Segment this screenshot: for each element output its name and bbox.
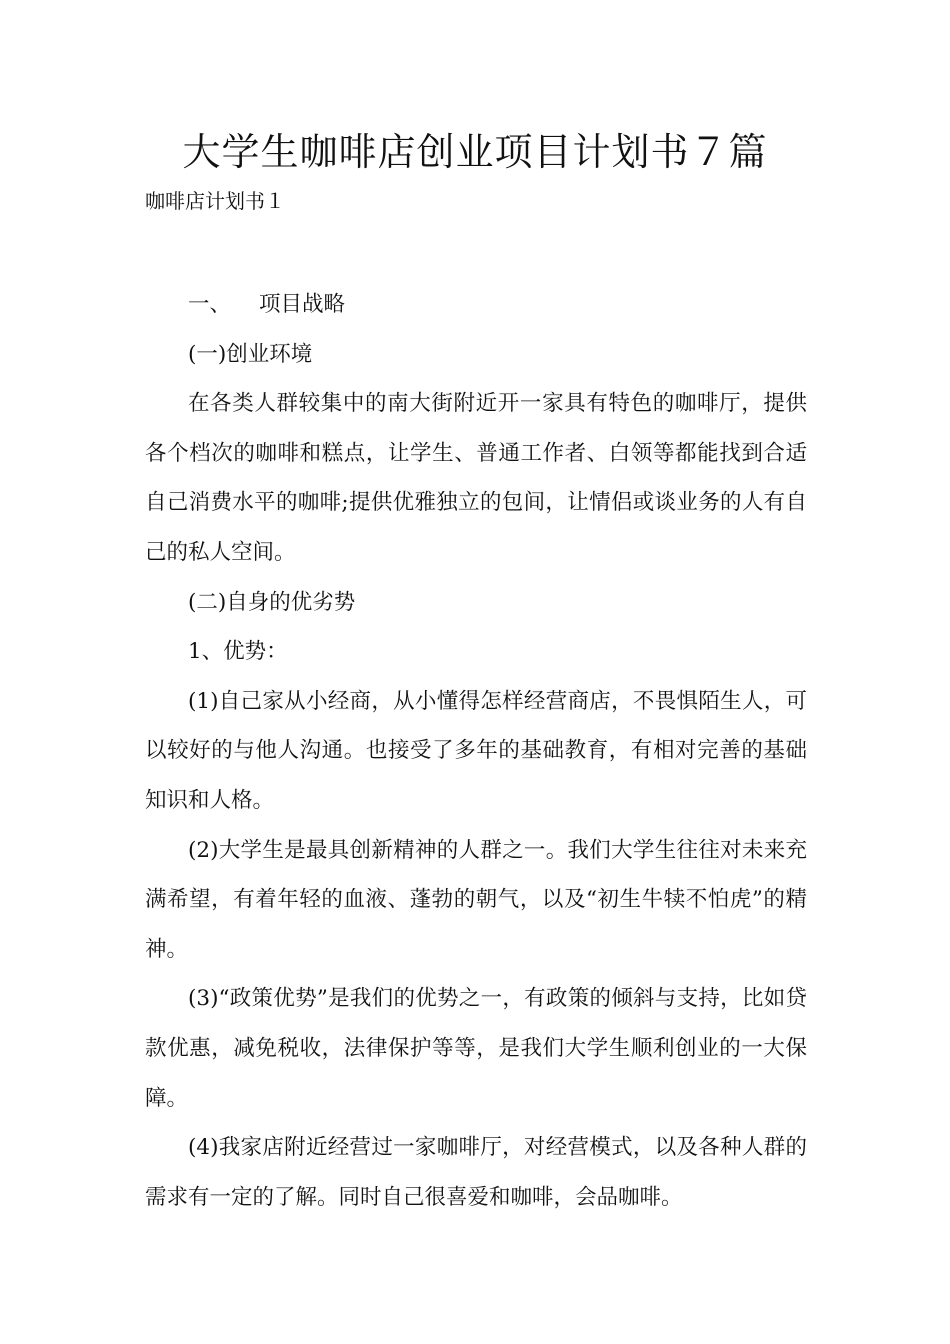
subsection-heading: (二)自身的优劣势 xyxy=(188,589,356,615)
paragraph: (3)“政策优势”是我们的优势之一，有政策的倾斜与支持，比如贷款优惠，减免税收，法律保护等等，是我们大学生顺利创业的一大保障。 xyxy=(145,986,807,1111)
document-title: 大学生咖啡店创业项目计划书７篇 xyxy=(182,130,768,174)
section-heading-text: 项目战略 xyxy=(259,292,346,317)
list-heading: 1、优势： xyxy=(188,639,288,665)
section-number: 一、 xyxy=(188,292,232,317)
document-subtitle: 咖啡店计划书１ xyxy=(145,189,285,213)
document-body xyxy=(145,280,807,1222)
subsection-heading: (一)创业环境 xyxy=(188,341,313,367)
paragraph: (4)我家店附近经营过一家咖啡厅，对经营模式，以及各种人群的需求有一定的了解。同时自己很喜爱和咖啡，会品咖啡。 xyxy=(145,1135,807,1210)
paragraph: (1)自己家从小经商，从小懂得怎样经营商店，不畏惧陌生人，可以较好的与他人沟通。也接受了多年的基础教育，有相对完善的基础知识和人格。 xyxy=(145,688,807,813)
paragraph: (2)大学生是最具创新精神的人群之一。我们大学生往往对未来充满希望，有着年轻的血液、蓬勃的朝气，以及“初生牛犊不怕虎”的精神。 xyxy=(145,837,807,962)
section-heading xyxy=(145,280,807,330)
paragraph: 在各类人群较集中的南大街附近开一家具有特色的咖啡厅，提供各个档次的咖啡和糕点，让学生、普通工作者、白领等都能找到合适自己消费水平的咖啡;提供优雅独立的包间，让情侣或谈业务的人有自己的私人空间。 xyxy=(145,391,807,565)
